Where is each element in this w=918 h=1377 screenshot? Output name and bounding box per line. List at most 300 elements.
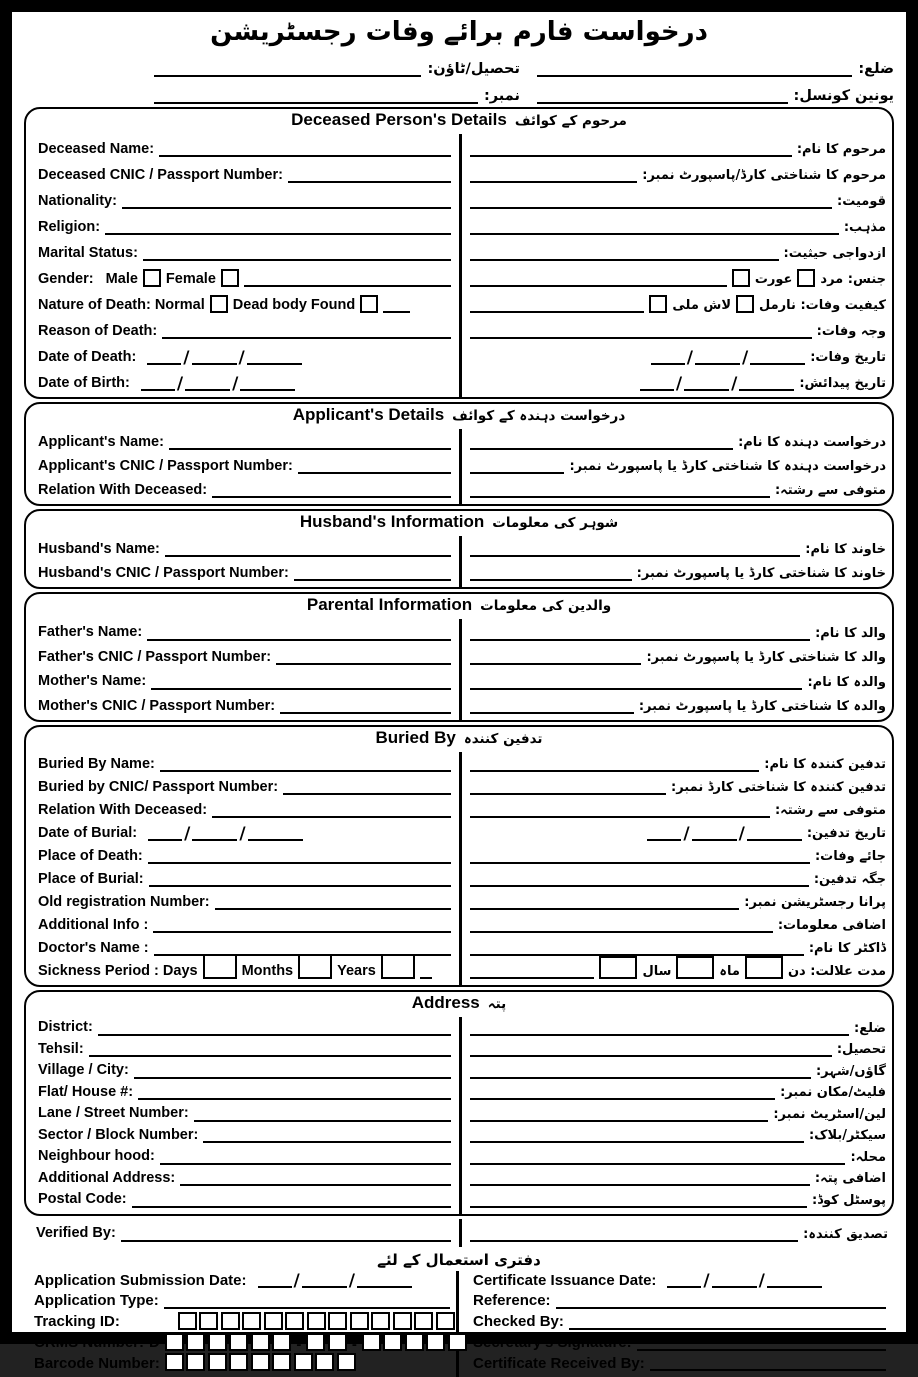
field-label: ازدواجی حیثیت: xyxy=(784,247,886,261)
digit-box[interactable] xyxy=(264,1312,283,1330)
union-council-field xyxy=(537,89,894,104)
section-body xyxy=(26,134,892,397)
date-line[interactable] xyxy=(141,387,175,391)
form-row xyxy=(38,821,451,844)
input-line[interactable] xyxy=(470,1182,810,1186)
date-line[interactable] xyxy=(248,837,303,841)
period-box[interactable] xyxy=(298,954,332,979)
form-row xyxy=(38,1168,451,1190)
date-line[interactable] xyxy=(695,361,740,365)
form-row xyxy=(34,1354,450,1375)
input-line[interactable] xyxy=(470,231,839,235)
form-row xyxy=(38,619,451,644)
digit-box[interactable] xyxy=(436,1312,455,1330)
input-line[interactable] xyxy=(470,1053,832,1057)
section-title-en: Buried By xyxy=(376,728,456,748)
form-row xyxy=(38,342,451,368)
input-line[interactable] xyxy=(148,860,451,864)
digit-box[interactable] xyxy=(186,1353,205,1371)
digit-box[interactable] xyxy=(221,1312,240,1330)
field-label: Sickness Period : Days xyxy=(38,964,198,979)
section-header xyxy=(26,727,892,752)
form-row xyxy=(38,1189,451,1211)
english-column xyxy=(26,1017,459,1214)
date-separator: / xyxy=(237,828,247,841)
checkbox[interactable] xyxy=(649,295,667,313)
form-row xyxy=(38,1082,451,1104)
date-field xyxy=(148,828,302,841)
form-row xyxy=(470,212,886,238)
input-line[interactable] xyxy=(470,553,800,557)
form-row xyxy=(38,368,451,394)
date-line[interactable] xyxy=(240,387,295,391)
date-separator: / xyxy=(237,352,247,365)
section-title-en: Applicant's Details xyxy=(293,405,444,425)
field-label: Years xyxy=(337,964,376,979)
input-line[interactable] xyxy=(215,906,451,910)
urdu-column xyxy=(459,536,892,587)
date-line[interactable] xyxy=(357,1284,412,1288)
field-label: Application Submission Date: xyxy=(34,1273,247,1289)
digit-box[interactable] xyxy=(208,1353,227,1371)
input-line[interactable] xyxy=(294,577,451,581)
section-title-ur: شوہر کی معلومات xyxy=(492,515,618,531)
digit-box[interactable] xyxy=(362,1333,381,1351)
dash-separator: - xyxy=(352,1339,357,1351)
field-label: اضافی پتہ: xyxy=(815,1172,886,1186)
field-label: Old registration Number: xyxy=(38,895,210,910)
digit-box[interactable] xyxy=(178,1312,197,1330)
field-label: Place of Death: xyxy=(38,849,143,864)
form-row xyxy=(38,1103,451,1125)
form-row xyxy=(470,316,886,342)
input-line[interactable] xyxy=(470,1204,807,1208)
input-line[interactable] xyxy=(244,283,451,287)
field-label: Sector / Block Number: xyxy=(38,1128,198,1143)
field-label: والد کا شناختی کارڈ یا پاسپورٹ نمبر: xyxy=(646,651,886,665)
input-line[interactable] xyxy=(122,205,451,209)
input-line[interactable] xyxy=(164,1305,450,1309)
form-row xyxy=(470,560,886,584)
input-line[interactable] xyxy=(470,577,632,581)
field-label: سیکٹر/بلاک: xyxy=(809,1129,886,1143)
form-row xyxy=(470,913,886,936)
period-box[interactable] xyxy=(381,954,415,979)
field-label: وجہ وفات: xyxy=(817,325,886,339)
input-line[interactable] xyxy=(89,1053,451,1057)
form-row xyxy=(34,1271,450,1292)
period-box[interactable] xyxy=(676,956,714,979)
form-row xyxy=(38,752,451,775)
field-label: Deceased Name: xyxy=(38,142,154,157)
input-line[interactable] xyxy=(470,335,812,339)
section-buried-by xyxy=(24,725,894,987)
input-line[interactable] xyxy=(180,1182,451,1186)
office-use-title: دفتری استعمال کے لئے xyxy=(24,1247,894,1271)
section-title-en: Parental Information xyxy=(307,595,472,615)
date-separator: / xyxy=(740,352,750,365)
field-label: ماہ xyxy=(719,965,740,979)
form-row xyxy=(38,160,451,186)
input-line[interactable] xyxy=(470,1096,775,1100)
input-line[interactable] xyxy=(160,1161,451,1165)
field-label: تاریخ پیدائش: xyxy=(799,377,886,391)
input-line[interactable] xyxy=(470,975,594,979)
checkbox[interactable] xyxy=(360,295,378,313)
digit-box[interactable] xyxy=(165,1353,184,1371)
digit-box[interactable] xyxy=(405,1333,424,1351)
date-line[interactable] xyxy=(767,1284,822,1288)
input-line[interactable] xyxy=(470,686,802,690)
input-line[interactable] xyxy=(288,179,451,183)
digit-box[interactable] xyxy=(229,1333,248,1351)
checkbox[interactable] xyxy=(210,295,228,313)
form-row xyxy=(470,429,886,453)
field-label: خاوند کا شناختی کارڈ یا پاسپورٹ نمبر: xyxy=(637,567,886,581)
digit-box[interactable] xyxy=(328,1312,347,1330)
date-field xyxy=(667,1275,821,1288)
date-separator: / xyxy=(230,378,240,391)
section-header xyxy=(26,511,892,536)
field-label: گاؤں/شہر: xyxy=(816,1065,886,1079)
field-label: Mother's CNIC / Passport Number: xyxy=(38,699,275,714)
form-sections xyxy=(24,107,894,1216)
input-line[interactable] xyxy=(138,1096,451,1100)
digit-box[interactable] xyxy=(350,1312,369,1330)
field-label: ضلع: xyxy=(854,1022,886,1036)
field-label: تدفین کنندہ کا نام: xyxy=(764,758,886,772)
digit-box[interactable] xyxy=(272,1353,291,1371)
checkbox[interactable] xyxy=(143,269,161,287)
form-row xyxy=(470,775,886,798)
input-line[interactable] xyxy=(470,1238,798,1242)
date-line[interactable] xyxy=(640,387,674,391)
union-council-label: یونین کونسل: xyxy=(794,89,894,104)
digit-box[interactable] xyxy=(294,1353,313,1371)
date-field xyxy=(640,378,794,391)
date-separator: / xyxy=(175,378,185,391)
input-line[interactable] xyxy=(298,470,451,474)
english-column xyxy=(26,536,459,587)
input-line[interactable] xyxy=(470,470,564,474)
input-line[interactable] xyxy=(143,257,451,261)
form-row xyxy=(38,186,451,212)
input-line[interactable] xyxy=(470,1139,804,1143)
form-row xyxy=(470,619,886,644)
form-row xyxy=(38,775,451,798)
form-row xyxy=(38,290,451,316)
date-line[interactable] xyxy=(739,387,794,391)
office-use-section xyxy=(24,1271,894,1377)
digit-box[interactable] xyxy=(414,1312,433,1330)
period-box[interactable] xyxy=(203,954,237,979)
field-label: جنس: مرد xyxy=(820,273,886,287)
section-title-en: Deceased Person's Details xyxy=(291,110,507,130)
input-line[interactable] xyxy=(147,637,451,641)
form-row xyxy=(38,959,451,982)
checkbox[interactable] xyxy=(736,295,754,313)
input-line[interactable] xyxy=(470,1075,811,1079)
input-line[interactable] xyxy=(470,637,810,641)
date-line[interactable] xyxy=(647,837,681,841)
input-line[interactable] xyxy=(154,73,421,77)
date-line[interactable] xyxy=(667,1284,701,1288)
input-line[interactable] xyxy=(470,1118,768,1122)
input-line[interactable] xyxy=(470,494,770,498)
input-line[interactable] xyxy=(650,1367,886,1371)
date-separator: / xyxy=(182,828,192,841)
input-line[interactable] xyxy=(470,661,641,665)
date-field xyxy=(647,828,801,841)
checkbox[interactable] xyxy=(732,269,750,287)
field-label: Additional Address: xyxy=(38,1171,175,1186)
section-header xyxy=(26,109,892,134)
input-line[interactable] xyxy=(203,1139,451,1143)
digit-box[interactable] xyxy=(306,1333,325,1351)
input-line[interactable] xyxy=(105,231,451,235)
digit-box[interactable] xyxy=(251,1333,270,1351)
input-line[interactable] xyxy=(470,205,832,209)
section-body xyxy=(26,429,892,504)
date-line[interactable] xyxy=(192,361,237,365)
section-header xyxy=(26,594,892,619)
input-line[interactable] xyxy=(134,1075,451,1079)
section-body xyxy=(26,619,892,720)
field-label: درخواست دہندہ کا شناختی کارڈ یا پاسپورٹ نمبر: xyxy=(569,460,886,474)
form-row xyxy=(38,264,451,290)
input-line[interactable] xyxy=(276,661,451,665)
form-row xyxy=(470,1146,886,1168)
form-row xyxy=(38,134,451,160)
input-line[interactable] xyxy=(420,975,432,979)
input-line[interactable] xyxy=(470,153,792,157)
form-row xyxy=(470,867,886,890)
field-label: Date of Burial: xyxy=(38,826,137,841)
form-row xyxy=(470,160,886,186)
date-line[interactable] xyxy=(192,837,237,841)
field-label: تاریخ وفات: xyxy=(810,351,886,365)
input-line[interactable] xyxy=(556,1305,886,1309)
form-row xyxy=(38,890,451,913)
digit-box[interactable] xyxy=(328,1333,347,1351)
input-line[interactable] xyxy=(162,335,451,339)
date-separator: / xyxy=(701,1275,711,1288)
form-row xyxy=(470,536,886,560)
input-line[interactable] xyxy=(470,309,644,313)
urdu-column xyxy=(459,1017,892,1214)
form-row xyxy=(470,668,886,693)
date-line[interactable] xyxy=(148,837,182,841)
form-row xyxy=(38,844,451,867)
form-row xyxy=(470,368,886,394)
input-line[interactable] xyxy=(537,100,787,104)
input-line[interactable] xyxy=(470,1032,849,1036)
field-label: سال xyxy=(642,965,671,979)
form-row xyxy=(470,752,886,775)
date-separator: / xyxy=(347,1275,357,1288)
form-row xyxy=(470,134,886,160)
field-label: D xyxy=(149,1335,160,1351)
section-parental-information xyxy=(24,592,894,722)
section-title-ur: پتہ xyxy=(488,996,507,1012)
field-label: Father's Name: xyxy=(38,625,142,640)
field-label: Verified By: xyxy=(36,1226,116,1241)
input-line[interactable] xyxy=(212,494,451,498)
checkbox[interactable] xyxy=(221,269,239,287)
date-line[interactable] xyxy=(692,837,737,841)
office-right-column xyxy=(459,1271,894,1377)
form-row xyxy=(473,1354,886,1375)
date-field xyxy=(147,352,301,365)
section-title-en: Husband's Information xyxy=(300,512,484,532)
date-line[interactable] xyxy=(750,361,805,365)
input-line[interactable] xyxy=(470,1161,845,1165)
field-label: تدفین کنندہ کا شناختی کارڈ نمبر: xyxy=(671,781,886,795)
input-line[interactable] xyxy=(194,1118,451,1122)
digit-box[interactable] xyxy=(285,1312,304,1330)
form-row xyxy=(470,1082,886,1104)
input-line[interactable] xyxy=(283,791,451,795)
input-line[interactable] xyxy=(153,929,451,933)
field-label: والدہ کا نام: xyxy=(807,676,886,690)
digit-box[interactable] xyxy=(371,1312,390,1330)
number-field xyxy=(24,89,520,104)
district-field xyxy=(537,62,894,77)
field-label: مدت علالت: دن xyxy=(788,965,886,979)
digit-box[interactable] xyxy=(307,1312,326,1330)
form-row xyxy=(38,1017,451,1039)
form-row xyxy=(470,798,886,821)
digit-box[interactable] xyxy=(315,1353,334,1371)
input-line[interactable] xyxy=(470,446,733,450)
input-line[interactable] xyxy=(637,1347,886,1351)
form-row xyxy=(470,890,886,913)
form-row xyxy=(470,1103,886,1125)
form-row xyxy=(470,1189,886,1211)
digit-box[interactable] xyxy=(242,1312,261,1330)
input-line[interactable] xyxy=(537,73,852,77)
field-label: District: xyxy=(38,1020,93,1035)
form-row xyxy=(38,477,451,501)
input-line[interactable] xyxy=(151,686,451,690)
checkbox[interactable] xyxy=(797,269,815,287)
field-label: Applicant's CNIC / Passport Number: xyxy=(38,459,293,474)
input-line[interactable] xyxy=(159,153,451,157)
box-group xyxy=(165,1333,292,1351)
digit-box[interactable] xyxy=(208,1333,227,1351)
input-line[interactable] xyxy=(169,446,451,450)
input-line[interactable] xyxy=(470,814,770,818)
section-applicant-details xyxy=(24,402,894,506)
form-row xyxy=(470,693,886,718)
digit-box[interactable] xyxy=(383,1333,402,1351)
form-row xyxy=(470,477,886,501)
input-line[interactable] xyxy=(383,309,410,313)
input-line[interactable] xyxy=(470,929,773,933)
date-line[interactable] xyxy=(247,361,302,365)
form-row xyxy=(38,1060,451,1082)
input-line[interactable] xyxy=(212,814,451,818)
field-label: لین/اسٹریٹ نمبر: xyxy=(773,1108,886,1122)
digit-box[interactable] xyxy=(251,1353,270,1371)
date-line[interactable] xyxy=(712,1284,757,1288)
field-label: مذہب: xyxy=(844,221,886,235)
field-label: Doctor's Name : xyxy=(38,941,149,956)
form-row xyxy=(38,453,451,477)
date-separator: / xyxy=(681,828,691,841)
field-label: Date of Birth: xyxy=(38,376,130,391)
input-line[interactable] xyxy=(470,179,637,183)
office-left-column xyxy=(24,1271,459,1377)
date-line[interactable] xyxy=(258,1284,292,1288)
digit-box[interactable] xyxy=(165,1333,184,1351)
input-line[interactable] xyxy=(470,860,810,864)
input-line[interactable] xyxy=(280,710,451,714)
digit-box[interactable] xyxy=(199,1312,218,1330)
input-line[interactable] xyxy=(154,100,478,104)
input-line[interactable] xyxy=(470,883,809,887)
field-label: ڈاکٹر کا نام: xyxy=(809,942,886,956)
input-line[interactable] xyxy=(470,906,739,910)
input-line[interactable] xyxy=(121,1238,451,1242)
input-line[interactable] xyxy=(470,257,779,261)
field-label: Marital Status: xyxy=(38,246,138,261)
digit-box[interactable] xyxy=(229,1353,248,1371)
input-line[interactable] xyxy=(149,883,451,887)
date-line[interactable] xyxy=(684,387,729,391)
digit-box[interactable] xyxy=(337,1353,356,1371)
date-separator: / xyxy=(737,828,747,841)
form-title: درخواست فارم برائے وفات رجسٹریشن xyxy=(24,14,894,50)
digit-box[interactable] xyxy=(393,1312,412,1330)
input-line[interactable] xyxy=(470,791,666,795)
field-label: Village / City: xyxy=(38,1063,129,1078)
input-line[interactable] xyxy=(569,1326,886,1330)
form-row xyxy=(470,264,886,290)
section-title-en: Address xyxy=(412,993,480,1013)
input-line[interactable] xyxy=(470,768,759,772)
date-separator: / xyxy=(181,352,191,365)
field-label: عورت xyxy=(755,273,793,287)
period-box[interactable] xyxy=(599,956,637,979)
form-row xyxy=(38,212,451,238)
field-label: اضافی معلومات: xyxy=(778,919,886,933)
period-box[interactable] xyxy=(745,956,783,979)
form-row xyxy=(473,1333,886,1354)
field-label: Gender: Male xyxy=(38,272,138,287)
input-line[interactable] xyxy=(470,283,727,287)
digit-box[interactable] xyxy=(426,1333,445,1351)
tehsil-town-label: تحصیل/ٹاؤن: xyxy=(427,62,519,77)
input-line[interactable] xyxy=(132,1204,451,1208)
date-line[interactable] xyxy=(147,361,181,365)
input-line[interactable] xyxy=(165,553,451,557)
section-body xyxy=(26,1017,892,1214)
field-label: Relation With Deceased: xyxy=(38,803,207,818)
date-line[interactable] xyxy=(185,387,230,391)
input-line[interactable] xyxy=(470,710,634,714)
digit-box[interactable] xyxy=(272,1333,291,1351)
input-line[interactable] xyxy=(98,1032,451,1036)
date-line[interactable] xyxy=(651,361,685,365)
field-label: والدہ کا شناختی کارڈ یا پاسپورٹ نمبر: xyxy=(639,700,886,714)
form-row xyxy=(38,536,451,560)
date-line[interactable] xyxy=(747,837,802,841)
input-line[interactable] xyxy=(160,768,451,772)
date-line[interactable] xyxy=(302,1284,347,1288)
field-label: Nature of Death: Normal xyxy=(38,298,205,313)
digit-box[interactable] xyxy=(186,1333,205,1351)
